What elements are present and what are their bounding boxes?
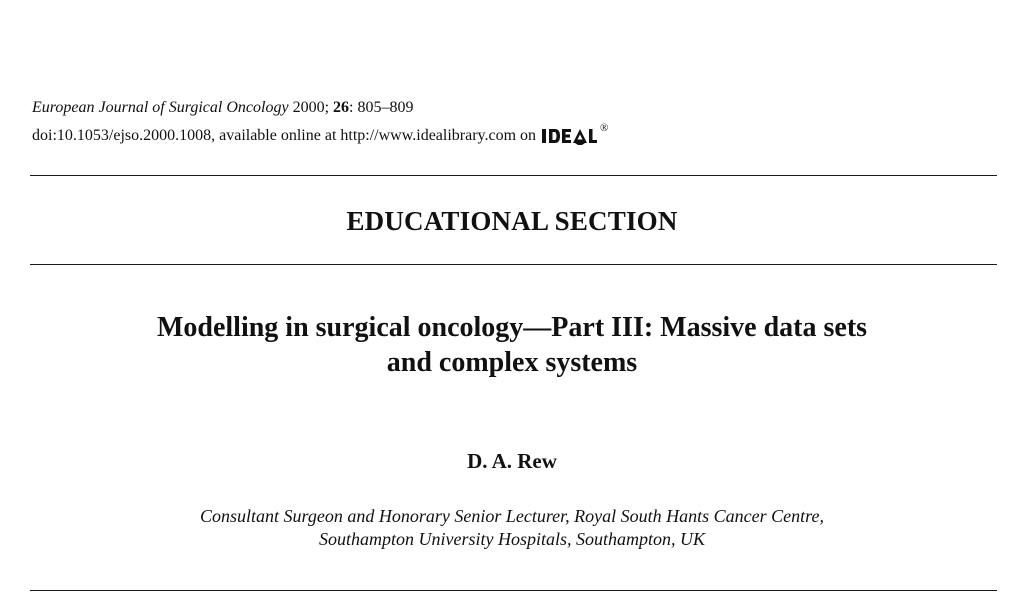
journal-name: European Journal of Surgical Oncology [32,99,289,116]
divider-top [30,175,997,176]
registered-mark: ® [600,122,609,134]
doi-text: doi:10.1053/ejso.2000.1008, available online at http://www.idealibrary.com on [32,127,537,144]
author-name: D. A. Rew [467,449,557,473]
section-title: EDUCATIONAL SECTION [346,206,678,236]
author-affiliation [100,505,924,551]
doi-line [32,124,608,148]
affiliation-line-1: Consultant Surgeon and Honorary Senior Lecturer, Royal South Hants Cancer Centre, [200,506,824,526]
ideal-logo-icon [542,124,622,146]
journal-year: 2000; [292,99,330,116]
journal-volume: 26 [333,99,350,116]
ideal-logo [542,124,608,148]
journal-pages: : 805–809 [349,99,414,116]
article-title [80,310,944,380]
article-title-line-1: Modelling in surgical oncology—Part III: Massive data sets [156,312,868,343]
divider-bottom [30,590,997,591]
journal-citation [32,97,413,119]
affiliation-line-2: Southampton University Hospitals, Southampton, UK [319,529,705,549]
article-title-line-2: and complex systems [386,347,638,378]
divider-middle [30,264,997,265]
